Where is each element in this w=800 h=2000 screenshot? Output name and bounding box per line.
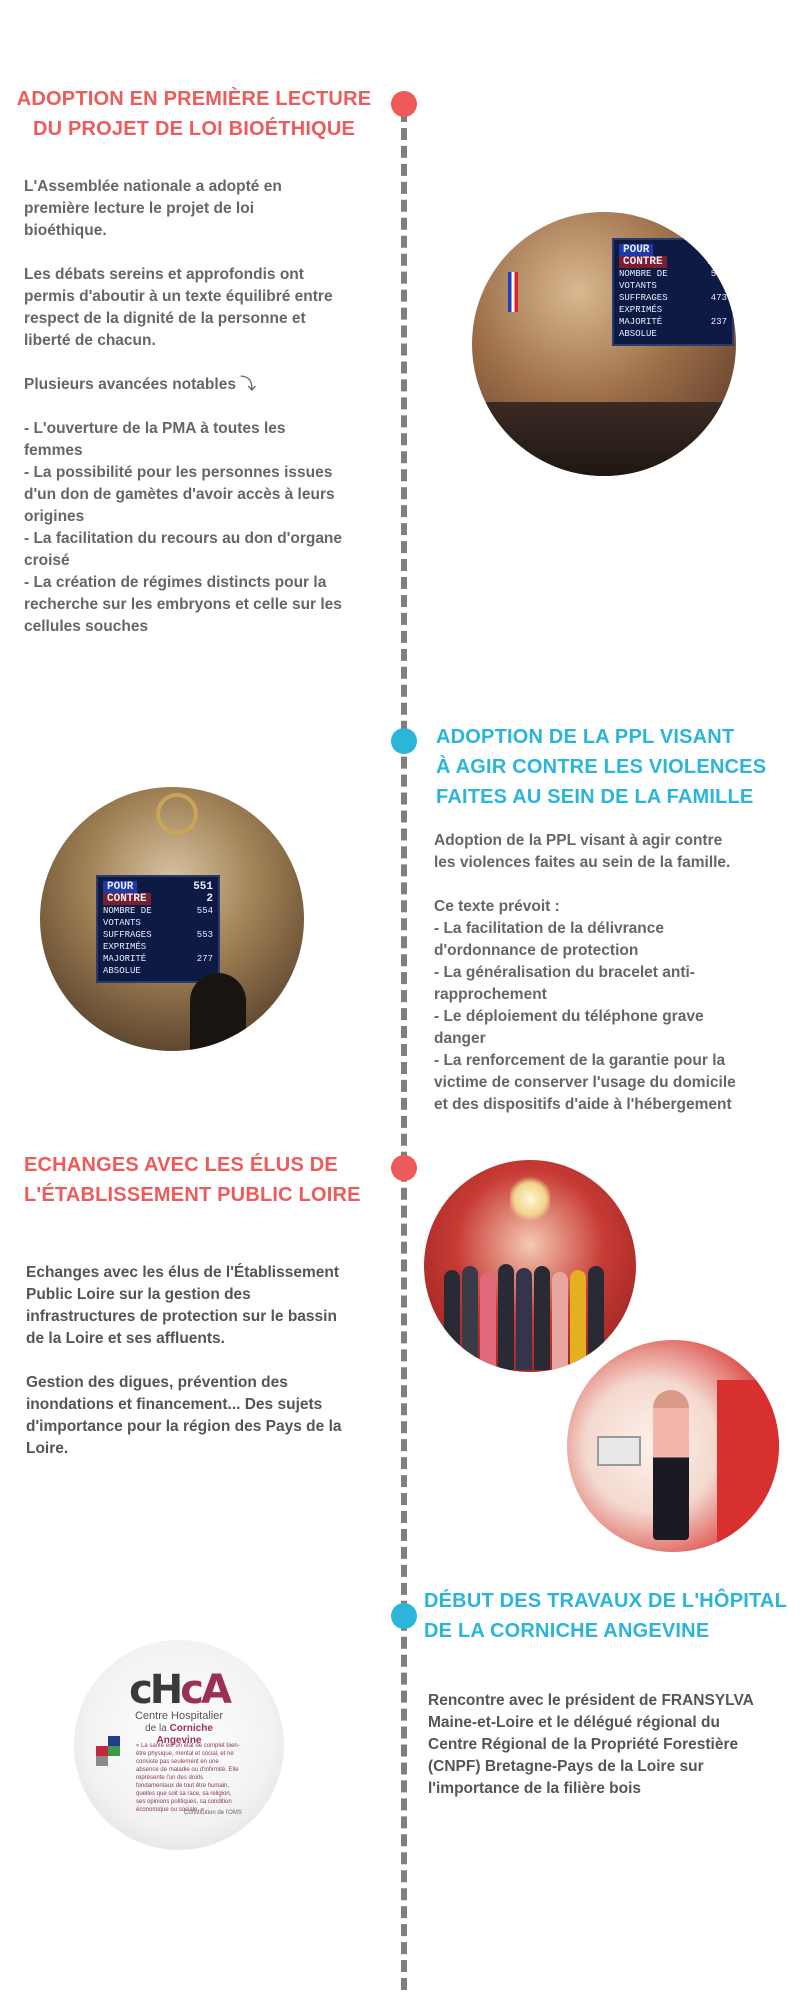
laurel-ornament bbox=[156, 793, 198, 835]
section-3-title: ECHANGES AVEC LES ÉLUS DE L'ÉTABLISSEMENT PUBLIC LOIRE bbox=[24, 1154, 361, 1206]
timeline-line bbox=[401, 110, 407, 1990]
who-quote: « La santé est un état de complet bien-être physique, mental et social, et ne consiste pas seulement en une absence de maladie ou d'infirmité. Elle représente l'un des droits fondamentaux de tout être humain, quelles que soit sa race, sa religion, ses opinions politiques, sa condition économique ou sociale. » bbox=[136, 1743, 240, 1813]
timeline-dot-4 bbox=[391, 1603, 417, 1629]
group-people bbox=[444, 1260, 616, 1372]
colored-cubes-icon bbox=[96, 1736, 124, 1766]
assembly-vote-photo-1 bbox=[472, 212, 736, 476]
assembly-vote-photo-2 bbox=[40, 787, 304, 1051]
hospital-logo: cHcA Centre Hospitalier de la Corniche Angevine bbox=[129, 1667, 229, 1746]
hospital-logo-photo bbox=[74, 1640, 284, 1850]
projector-icon bbox=[597, 1436, 641, 1466]
spectator-silhouette bbox=[190, 973, 246, 1051]
timeline-dot-2 bbox=[391, 728, 417, 754]
speaker-silhouette bbox=[653, 1390, 689, 1540]
section-3-text: Echanges avec les élus de l'Établissement Public Loire sur la gestion des infrastructures de protection sur le bassin de la Loire et ses affluents. Gestion des digues, prévention des inondations et financement... Des sujets d'importance pour la région des Pays de la Loire. bbox=[26, 1264, 342, 1457]
vote-board-2: POUR 551 CONTRE 2 NOMBRE DE VOTANTS 554 SUFFRAGES EXPRIMÉS 553 MAJORITÉ ABSOLUE 277 bbox=[96, 875, 220, 983]
section-2-text: Adoption de la PPL visant à agir contre les violences faites au sein de la famille. Ce texte prévoit : - La facilitation de la délivrance d'ordonnance de protection - La généralisation du bracelet anti- rapprochement - Le déploiement du téléphone grave danger - La renforcement de la garantie pour la victime de conserver l'usage du domicile et des dispositifs d'aide à l'hébergement bbox=[434, 832, 736, 1113]
timeline-dot-3 bbox=[391, 1155, 417, 1181]
speaker-photo bbox=[567, 1340, 779, 1552]
section-1-text: L'Assemblée nationale a adopté en première lecture le projet de loi bioéthique. Les débats sereins et approfondis ont permis d'aboutir à un texte équilibré entre respect de la dignité de la personne et liberté de chacun. Plusieurs avancées notables ⤵ - L'ouverture de la PMA à toutes les femmes - La possibilité pour les personnes issues d'un don de gamètes d'avoir accès à leurs origines - La facilitation du recours au don d'organe croisé - La création de régimes distincts pour la recherche sur les embryons et celle sur les cellules souches bbox=[24, 178, 343, 635]
section-2-title: ADOPTION DE LA PPL VISANT À AGIR CONTRE LES VIOLENCES FAITES AU SEIN DE LA FAMILLE bbox=[436, 726, 767, 808]
vote-board-1: POUR 359 CONTRE 114 NOMBRE DE VOTANTS 548 SUFFRAGES EXPRIMÉS 473 MAJORITÉ ABSOLUE 237 bbox=[612, 238, 734, 346]
timeline-dot-1 bbox=[391, 91, 417, 117]
section-4-text: Rencontre avec le président de FRANSYLVA Maine-et-Loire et le délégué régional du Centre Régional de la Propriété Forestière (CNPF) Bretagne-Pays de la Loire sur l'importance de la filière bois bbox=[428, 1692, 754, 1797]
chandelier-icon bbox=[510, 1174, 550, 1224]
who-signature: Constitution de l'OMS bbox=[184, 1810, 242, 1816]
section-1-title: ADOPTION EN PREMIÈRE LECTURE DU PROJET DE LOI BIOÉTHIQUE bbox=[16, 88, 372, 140]
group-photo-elus bbox=[424, 1160, 636, 1372]
assembly-crowd bbox=[472, 402, 736, 476]
french-flag-icon bbox=[508, 272, 518, 312]
section-4-title: DÉBUT DES TRAVAUX DE L'HÔPITAL DE LA CORNICHE ANGEVINE bbox=[424, 1590, 787, 1642]
red-lectern bbox=[717, 1380, 779, 1552]
